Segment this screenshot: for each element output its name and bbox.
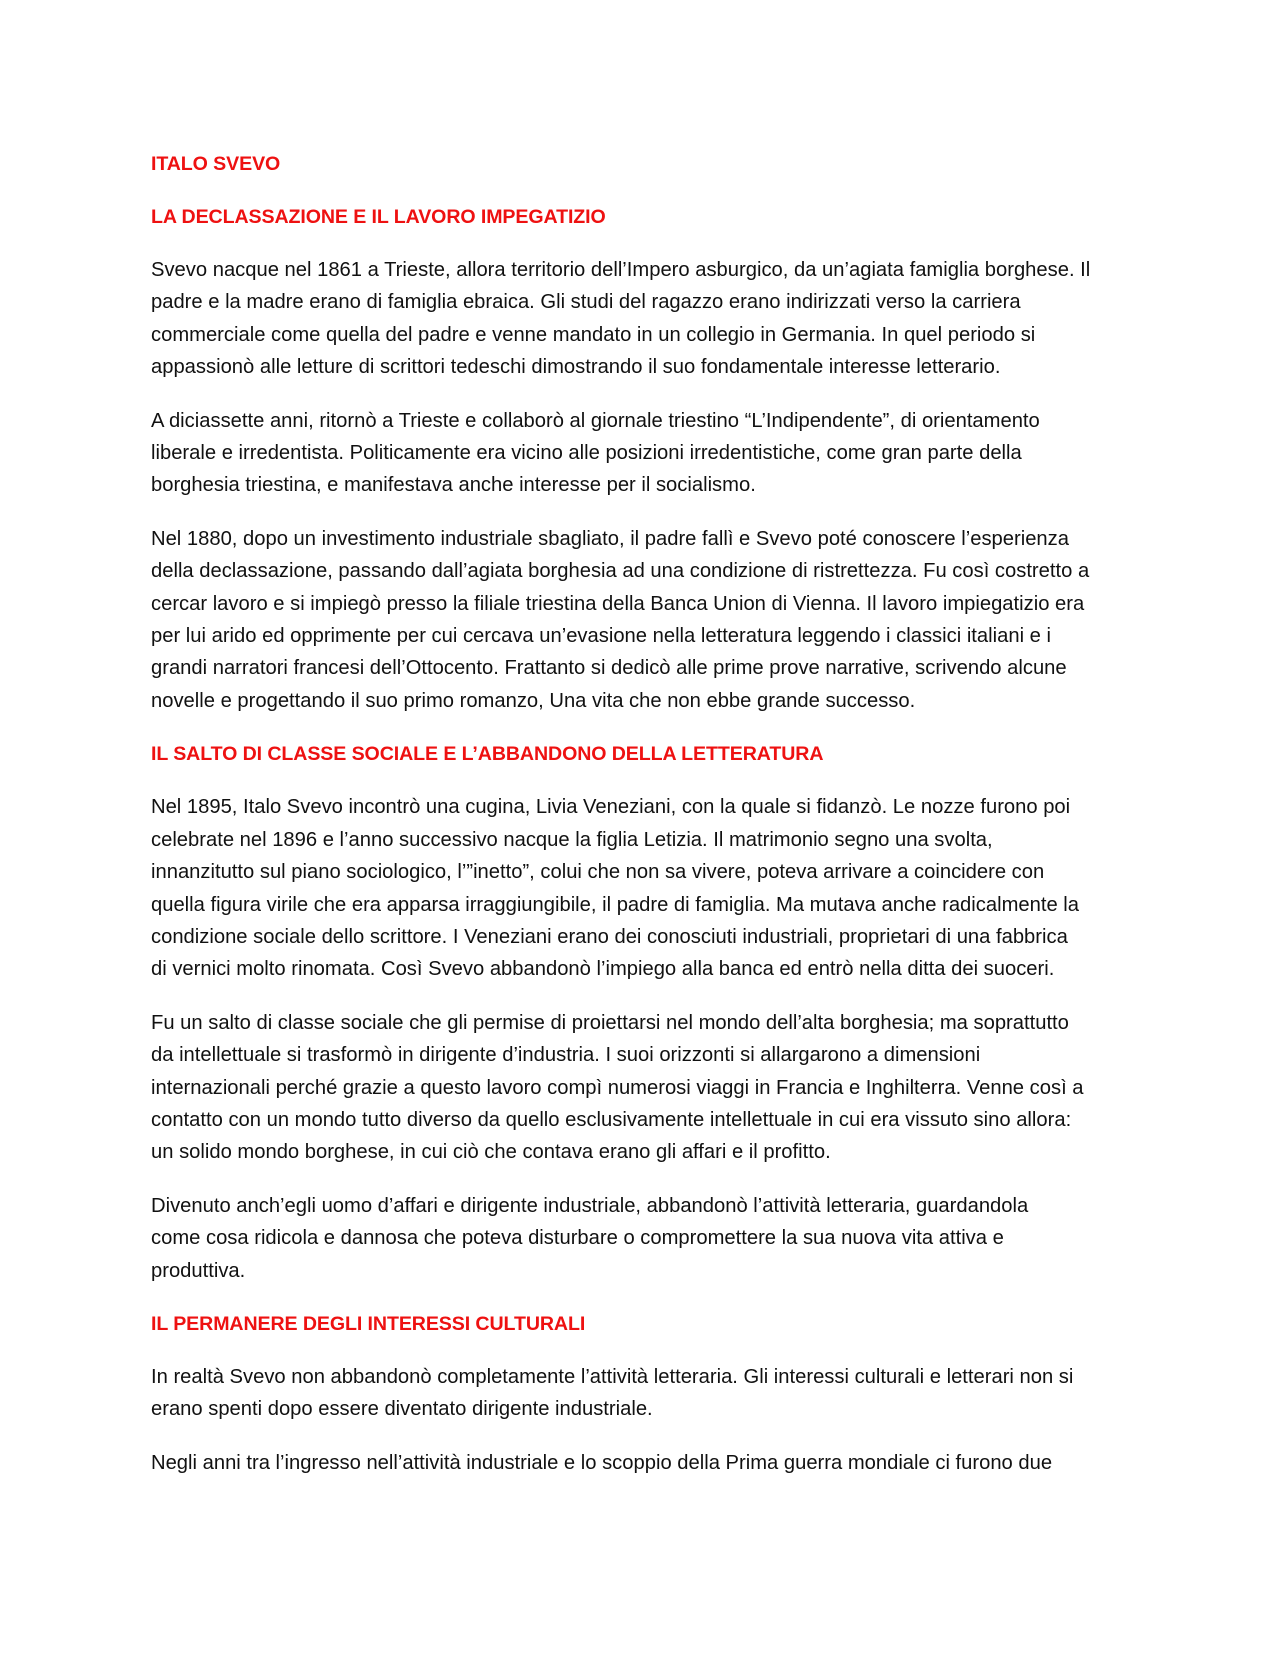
body-paragraph: [151, 254, 1131, 384]
section-heading: [151, 201, 1131, 233]
body-paragraph: [151, 1190, 1131, 1287]
body-paragraph: [151, 523, 1131, 717]
paragraph-line: Fu un salto di classe sociale che gli permise di proiettarsi nel mondo dell’alta borghesia; ma soprattutto: [151, 1011, 1069, 1034]
body-paragraph: [151, 405, 1131, 502]
paragraph-line: come cosa ridicola e dannosa che poteva disturbare o compromettere la sua nuova vita attiva e: [151, 1227, 1004, 1250]
body-paragraph: [151, 791, 1131, 985]
section-heading: [151, 738, 1131, 770]
paragraph-line: della declassazione, passando dall’agiata borghesia ad una condizione di ristrettezza. Fu così costretto a: [151, 560, 1090, 583]
body-paragraph: [151, 1447, 1131, 1479]
paragraph-line: commerciale come quella del padre e venne mandato in un collegio in Germania. In quel periodo si: [151, 323, 1036, 346]
document-page: [151, 148, 1131, 1500]
paragraph-line: Nel 1880, dopo un investimento industriale sbagliato, il padre fallì e Svevo poté conoscere l’esperienza: [151, 527, 1069, 550]
paragraph-line: erano spenti dopo essere diventato dirigente industriale.: [151, 1398, 653, 1421]
paragraph-line: Svevo nacque nel 1861 a Trieste, allora territorio dell’Impero asburgico, da un’agiata famiglia borghese. Il: [151, 259, 1091, 281]
heading-text: IL PERMANERE DEGLI INTERESSI CULTURALI: [151, 1312, 586, 1335]
paragraph-line: liberale e irredentista. Politicamente era vicino alle posizioni irredentistiche, come gran parte della: [151, 442, 1022, 465]
section-heading: [151, 148, 1131, 180]
paragraph-line: Divenuto anch’egli uomo d’affari e dirigente industriale, abbandonò l’attività letteraria, guardandola: [151, 1194, 1029, 1217]
section-heading: [151, 1308, 1131, 1340]
paragraph-line: novelle e progettando il suo primo romanzo, Una vita che non ebbe grande successo.: [151, 689, 916, 712]
paragraph-line: Negli anni tra l’ingresso nell’attività industriale e lo scoppio della Prima guerra mondiale ci furono due: [151, 1451, 1053, 1474]
heading-text: LA DECLASSAZIONE E IL LAVORO IMPEGATIZIO: [151, 206, 606, 228]
paragraph-line: internazionali perché grazie a questo lavoro compì numerosi viaggi in Francia e Inghilterra. Venne così a: [151, 1076, 1084, 1099]
heading-text: ITALO SVEVO: [151, 153, 281, 175]
paragraph-line: un solido mondo borghese, in cui ciò che contava erano gli affari e il profitto.: [151, 1141, 831, 1164]
paragraph-line: produttiva.: [151, 1259, 246, 1282]
body-paragraph: [151, 1361, 1131, 1426]
paragraph-line: quella figura virile che era apparsa irraggiungibile, il padre di famiglia. Ma mutava anche radicalmente la: [151, 893, 1080, 916]
paragraph-line: cercar lavoro e si impiegò presso la filiale triestina della Banca Union di Vienna. Il lavoro impiegatizio era: [151, 592, 1085, 615]
paragraph-line: innanzitutto sul piano sociologico, l’”inetto”, colui che non sa vivere, poteva arrivare a coincidere con: [151, 861, 1045, 884]
paragraph-line: celebrate nel 1896 e l’anno successivo nacque la figlia Letizia. Il matrimonio segno una svolta,: [151, 828, 993, 851]
paragraph-line: appassionò alle letture di scrittori tedeschi dimostrando il suo fondamentale interesse letterario.: [151, 356, 1001, 379]
paragraph-line: Nel 1895, Italo Svevo incontrò una cugina, Livia Veneziani, con la quale si fidanzò. Le nozze furono poi: [151, 796, 1071, 819]
paragraph-line: condizione sociale dello scrittore. I Veneziani erano dei conosciuti industriali, proprietari di una fabbrica: [151, 925, 1068, 948]
paragraph-line: A diciassette anni, ritornò a Trieste e collaborò al giornale triestino “L’Indipendente”, di orientamento: [151, 409, 1040, 432]
body-paragraph: [151, 1007, 1131, 1169]
paragraph-line: da intellettuale si trasformò in dirigente d’industria. I suoi orizzonti si allargarono a dimensioni: [151, 1044, 981, 1067]
paragraph-line: di vernici molto rinomata. Così Svevo abbandonò l’impiego alla banca ed entrò nella ditta dei suoceri.: [151, 958, 1055, 981]
paragraph-line: per lui arido ed opprimente per cui cercava un’evasione nella letteratura leggendo i classici italiani e i: [151, 625, 1051, 648]
heading-text: IL SALTO DI CLASSE SOCIALE E L’ABBANDONO DELLA LETTERATURA: [151, 743, 824, 766]
paragraph-line: contatto con un mondo tutto diverso da quello esclusivamente intellettuale in cui era vissuto sino allora:: [151, 1108, 1072, 1131]
paragraph-line: grandi narratori francesi dell’Ottocento. Frattanto si dedicò alle prime prove narrative, scrivendo alcune: [151, 657, 1067, 680]
paragraph-line: In realtà Svevo non abbandonò completamente l’attività letteraria. Gli interessi culturali e letterari non si: [151, 1365, 1074, 1388]
paragraph-line: borghesia triestina, e manifestava anche interesse per il socialismo.: [151, 474, 756, 497]
paragraph-line: padre e la madre erano di famiglia ebraica. Gli studi del ragazzo erano indirizzati verso la carriera: [151, 291, 1021, 314]
